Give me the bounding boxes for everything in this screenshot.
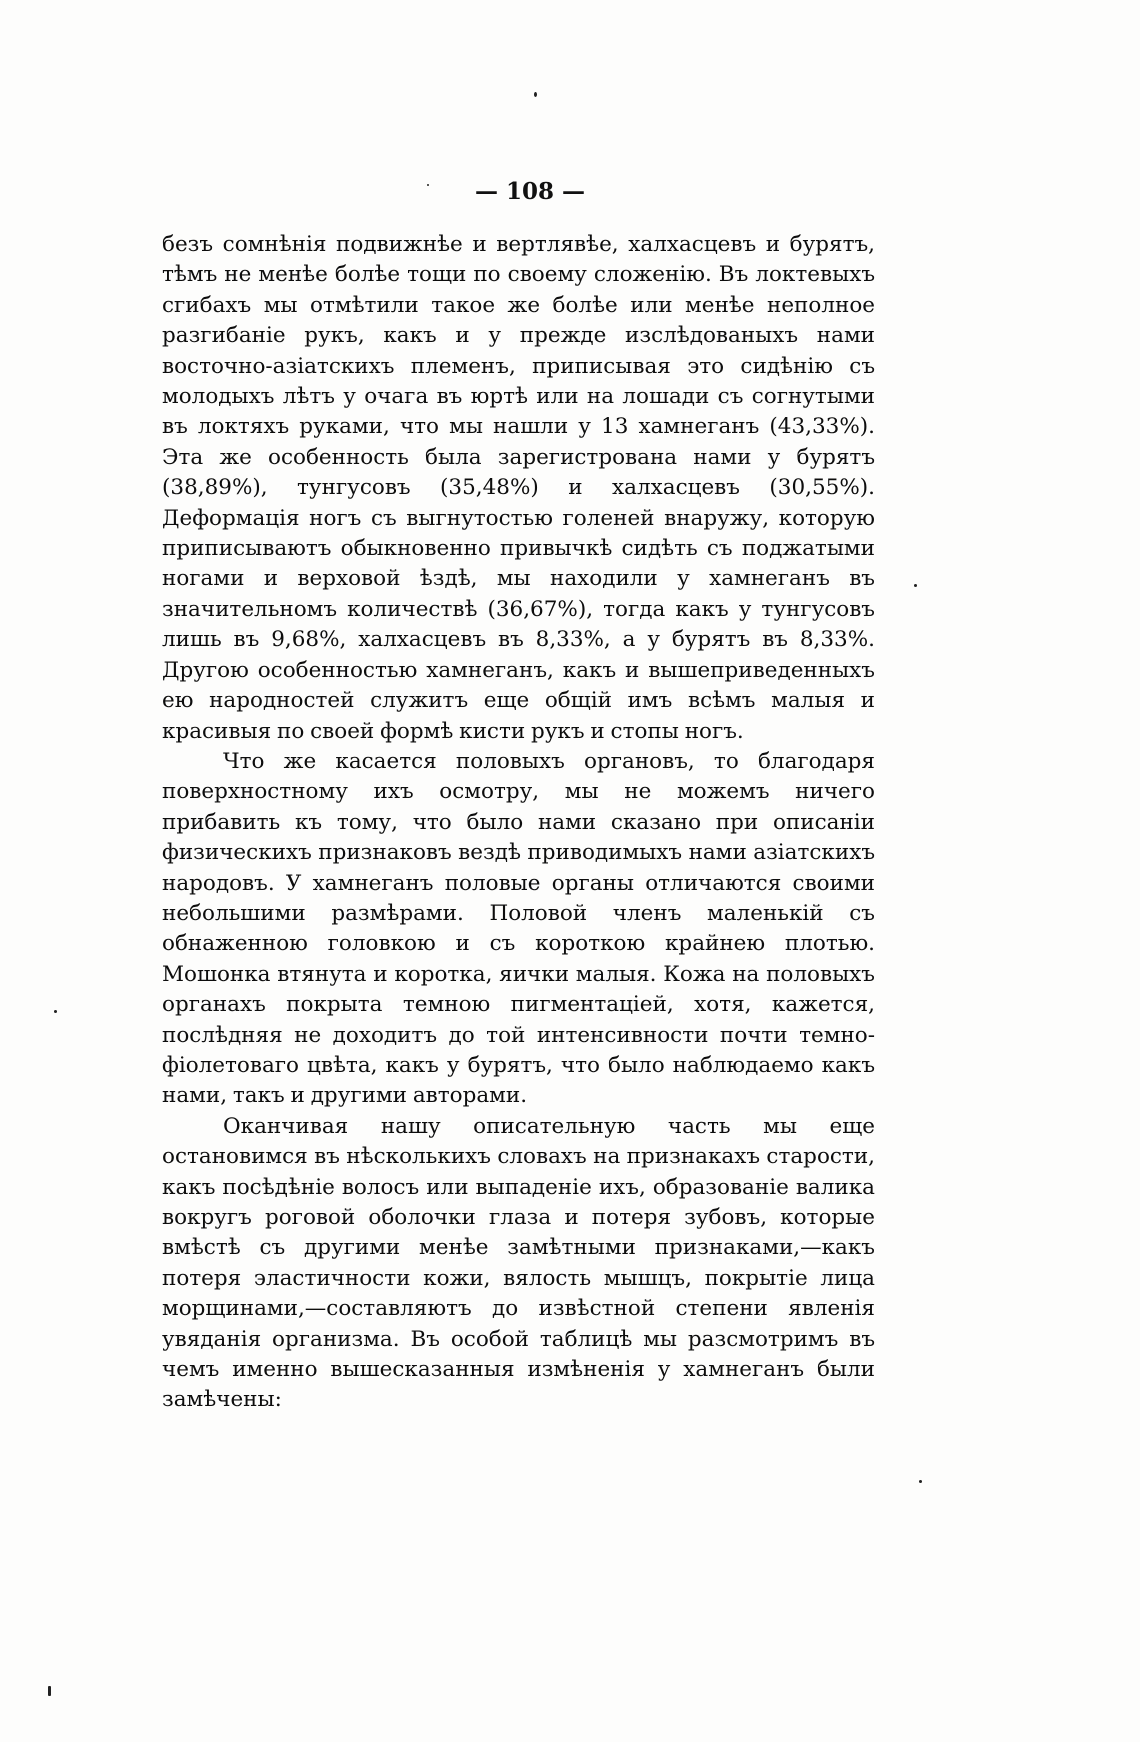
body-text [162, 230, 875, 1416]
scan-speck [534, 92, 537, 97]
paragraph-1: безъ сомнѣнія подвижнѣе и вертлявѣе, халхасцевъ и бурятъ, тѣмъ не менѣе болѣе тощи по своему сложенію. Въ локтевыхъ сгибахъ мы отмѣтили такое же болѣе или менѣе неполное разгибаніе рукъ, какъ и у прежде изслѣдованыхъ нами восточно-азіатскихъ племенъ, приписывая это сидѣнію съ молодыхъ лѣтъ у очага въ юртѣ или на лошади съ согнутыми въ локтяхъ руками, что мы нашли у 13 хамнеганъ (43,33%). Эта же особенность была зарегистрована нами у бурятъ (38,89%), тунгусовъ (35,48%) и халхасцевъ (30,55%). Деформація ногъ съ выгнутостью голеней внаружу, которую приписываютъ обыкновенно привычкѣ сидѣть съ поджатыми ногами и верховой ѣздѣ, мы находили у хамнеганъ въ значительномъ количествѣ (36,67%), тогда какъ у тунгусовъ лишь въ 9,68%, халхасцевъ въ 8,33%, а у бурятъ въ 8,33%. Другою особенностью хамнеганъ, какъ и вышеприведенныхъ ею народностей служитъ еще общій имъ всѣмъ малыя и красивыя по своей формѣ кисти рукъ и стопы ногъ. [162, 232, 875, 744]
scan-speck [914, 584, 917, 587]
scan-speck [919, 1480, 922, 1483]
scan-speck [54, 1010, 57, 1013]
page-number: — 108 — [474, 178, 586, 205]
paragraph-2: Что же касается половыхъ органовъ, то благодаря поверхностному ихъ осмотру, мы не можемъ ничего прибавить къ тому, что было нами сказано при описаніи физическихъ признаковъ вездѣ приводимыхъ нами азіатскихъ народовъ. У хамнеганъ половые органы отличаются своими небольшими размѣрами. Половой членъ маленькій съ обнаженною головкою и съ короткою крайнею плотью. Мошонка втянута и коротка, яички малыя. Кожа на половыхъ органахъ покрыта темною пигментаціей, хотя, кажется, послѣдняя не доходитъ до той интенсивности почти темно-фіолетоваго цвѣта, какъ у бурятъ, что было наблюдаемо какъ нами, такъ и другими авторами. [162, 748, 875, 1109]
paragraph-3: Оканчивая нашу описательную часть мы еще остановимся въ нѣсколькихъ словахъ на признакахъ старости, какъ посѣдѣніе волосъ или выпаденіе ихъ, образованіе валика вокругъ роговой оболочки глаза и потеря зубовъ, которые вмѣстѣ съ другими менѣе замѣтными признаками,—какъ потеря эластичности кожи, вялость мышцъ, покрытіе лица морщинами,—составляютъ до извѣстной степени явленія увяданія организма. Въ особой таблицѣ мы разсмотримъ въ чемъ именно вышесказанныя измѣненія у хамнеганъ были замѣчены: [162, 1113, 875, 1413]
scan-speck [427, 184, 429, 186]
scan-speck [48, 1686, 51, 1696]
